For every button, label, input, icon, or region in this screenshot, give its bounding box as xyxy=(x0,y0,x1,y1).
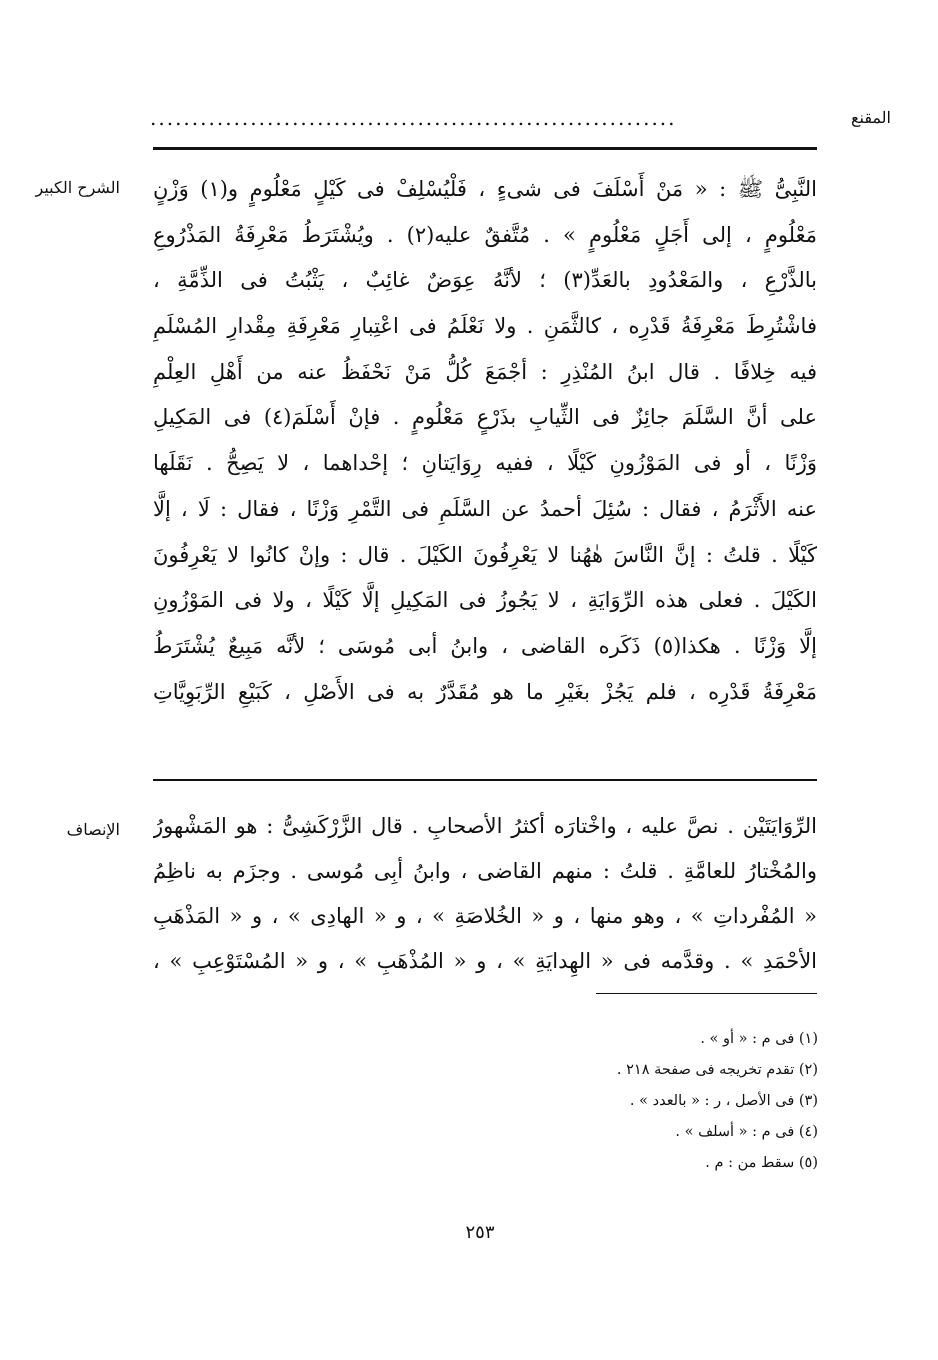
running-title: المقنع xyxy=(850,108,891,127)
footnote: (٥) سقط من : م . xyxy=(705,1155,818,1171)
text-line: كَيْلًا . قلتُ : إنَّ النَّاسَ هٰهُنا لا يَعْرِفُونَ الكَيْلَ . قال : وإنْ كانُوا لا يَعْرِفُونَ xyxy=(153,542,817,567)
text-line: فاشْتُرِطَ مَعْرِفَةُ قَدْرِه ، كالثَّمَنِ . ولا نَعْلَمُ فى اعْتِبارِ مَعْرِفَةِ مِقْدارِ المُسْلَمِ xyxy=(153,314,817,339)
text-line: عنه الأَثْرَمُ ، فقال : سُئِلَ أحمدُ عن السَّلَمِ فى التَّمْرِ وَزْنًا ، فقال : لَا ، إلَّا xyxy=(153,496,817,521)
text-line: الرِّوَايَتَيْن . نصَّ عليه ، واخْتارَه أكثرُ الأصحابِ . قال الزَّرْكَشِىُّ : هو المَشْهورُ xyxy=(153,814,817,838)
text-line: وَزْنًا ، أو فى المَوْزُونِ كَيْلًا ، ففيه رِوَايَتانِ ؛ إحْداهما ، لا يَصِحُّ . نَقَلَها xyxy=(153,451,817,476)
header-dot-leader: ............................................................... xyxy=(150,106,677,130)
text-line: إلَّا وَزْنًا . هكذا(٥) ذَكَره القاضى ، وابنُ أبى مُوسَى ؛ لأنَّه مَبِيعٌ يُشْتَرَطُ xyxy=(153,633,817,658)
footnote: (٢) تقدم تخريجه فى صفحة ٢١٨ . xyxy=(616,1062,818,1078)
footnote: (١) فى م : « أو » . xyxy=(700,1031,818,1047)
text-line: الكَيْلَ . فعلى هذه الرِّوَايَةِ ، لا يَجُوزُ فى المَكِيلِ إلَّا كَيْلًا ، ولا فى المَوْزُونِ xyxy=(153,588,817,613)
text-line: فيه خِلافًا . قال ابنُ المُنْذِرِ : أجْمَعَ كُلُّ مَنْ نَحْفَظُ عنه من أَهْلِ العِلْمِ xyxy=(153,359,817,384)
text-line: الأحْمَدِ » . وقدَّمه فى « الهِدايَةِ » ، و « المُذْهَبِ » ، و « المُسْتَوْعِبِ » ، xyxy=(153,949,817,973)
text-line: مَعْلُومٍ ، إلى أَجَلٍ مَعْلُومٍ » . مُتَّفقٌ عليه(٢) . ويُشْتَرَطُ مَعْرِفَةُ المَذْرُوعِ xyxy=(153,222,817,247)
header-rule xyxy=(153,147,817,150)
section-divider xyxy=(153,779,817,781)
text-line: بالذَّرْعِ ، والمَعْدُودِ بالعَدِّ(٣) ؛ لأنَّهُ عِوَضٌ غائِبٌ ، يَثْبُتُ فى الذِّمَّةِ ، xyxy=(153,268,817,293)
insaf-text xyxy=(153,804,817,984)
main-commentary-text xyxy=(153,167,817,715)
running-header xyxy=(150,104,891,132)
text-line: النَّبِىُّ ﷺ : « مَنْ أَسْلَفَ فى شىءٍ ، فَلْيُسْلِفْ فى كَيْلٍ مَعْلُومٍ و(١) وَزْنٍ xyxy=(153,177,817,201)
sharh-section-label: الشرح الكبير xyxy=(35,178,120,197)
footnote-separator xyxy=(596,993,817,994)
insaf-section-label: الإنصاف xyxy=(66,820,120,839)
text-line: « المُفْرداتِ » ، وهو منها ، و « الخُلاصَةِ » ، و « الهادِى » ، و « المَذْهَبِ xyxy=(153,904,817,928)
footnote: (٣) فى الأصل ، ر : « بالعدد » . xyxy=(629,1093,818,1109)
footnote: (٤) فى م : « أسلف » . xyxy=(675,1124,818,1140)
footnotes xyxy=(500,1024,818,1179)
page-number: ٢٥٣ xyxy=(465,1222,495,1243)
text-line: مَعْرِفَةُ قَدْرِه ، فلم يَجُزْ بغَيْرِ ما هو مُقَدَّرٌ به فى الأَصْلِ ، كَبَيْعِ الرِّبَوِيَّاتِ xyxy=(153,679,817,704)
text-line: على أنَّ السَّلَمَ جائِزٌ فى الثِّيابِ بذَرْعٍ مَعْلُومٍ . فإنْ أَسْلَمَ(٤) فى المَكِيلِ xyxy=(153,405,817,430)
text-line: والمُخْتارُ للعامَّةِ . قلتُ : منهم القاضى ، وابنُ أبِى مُوسى . وجزَم به ناظِمُ xyxy=(153,859,817,883)
